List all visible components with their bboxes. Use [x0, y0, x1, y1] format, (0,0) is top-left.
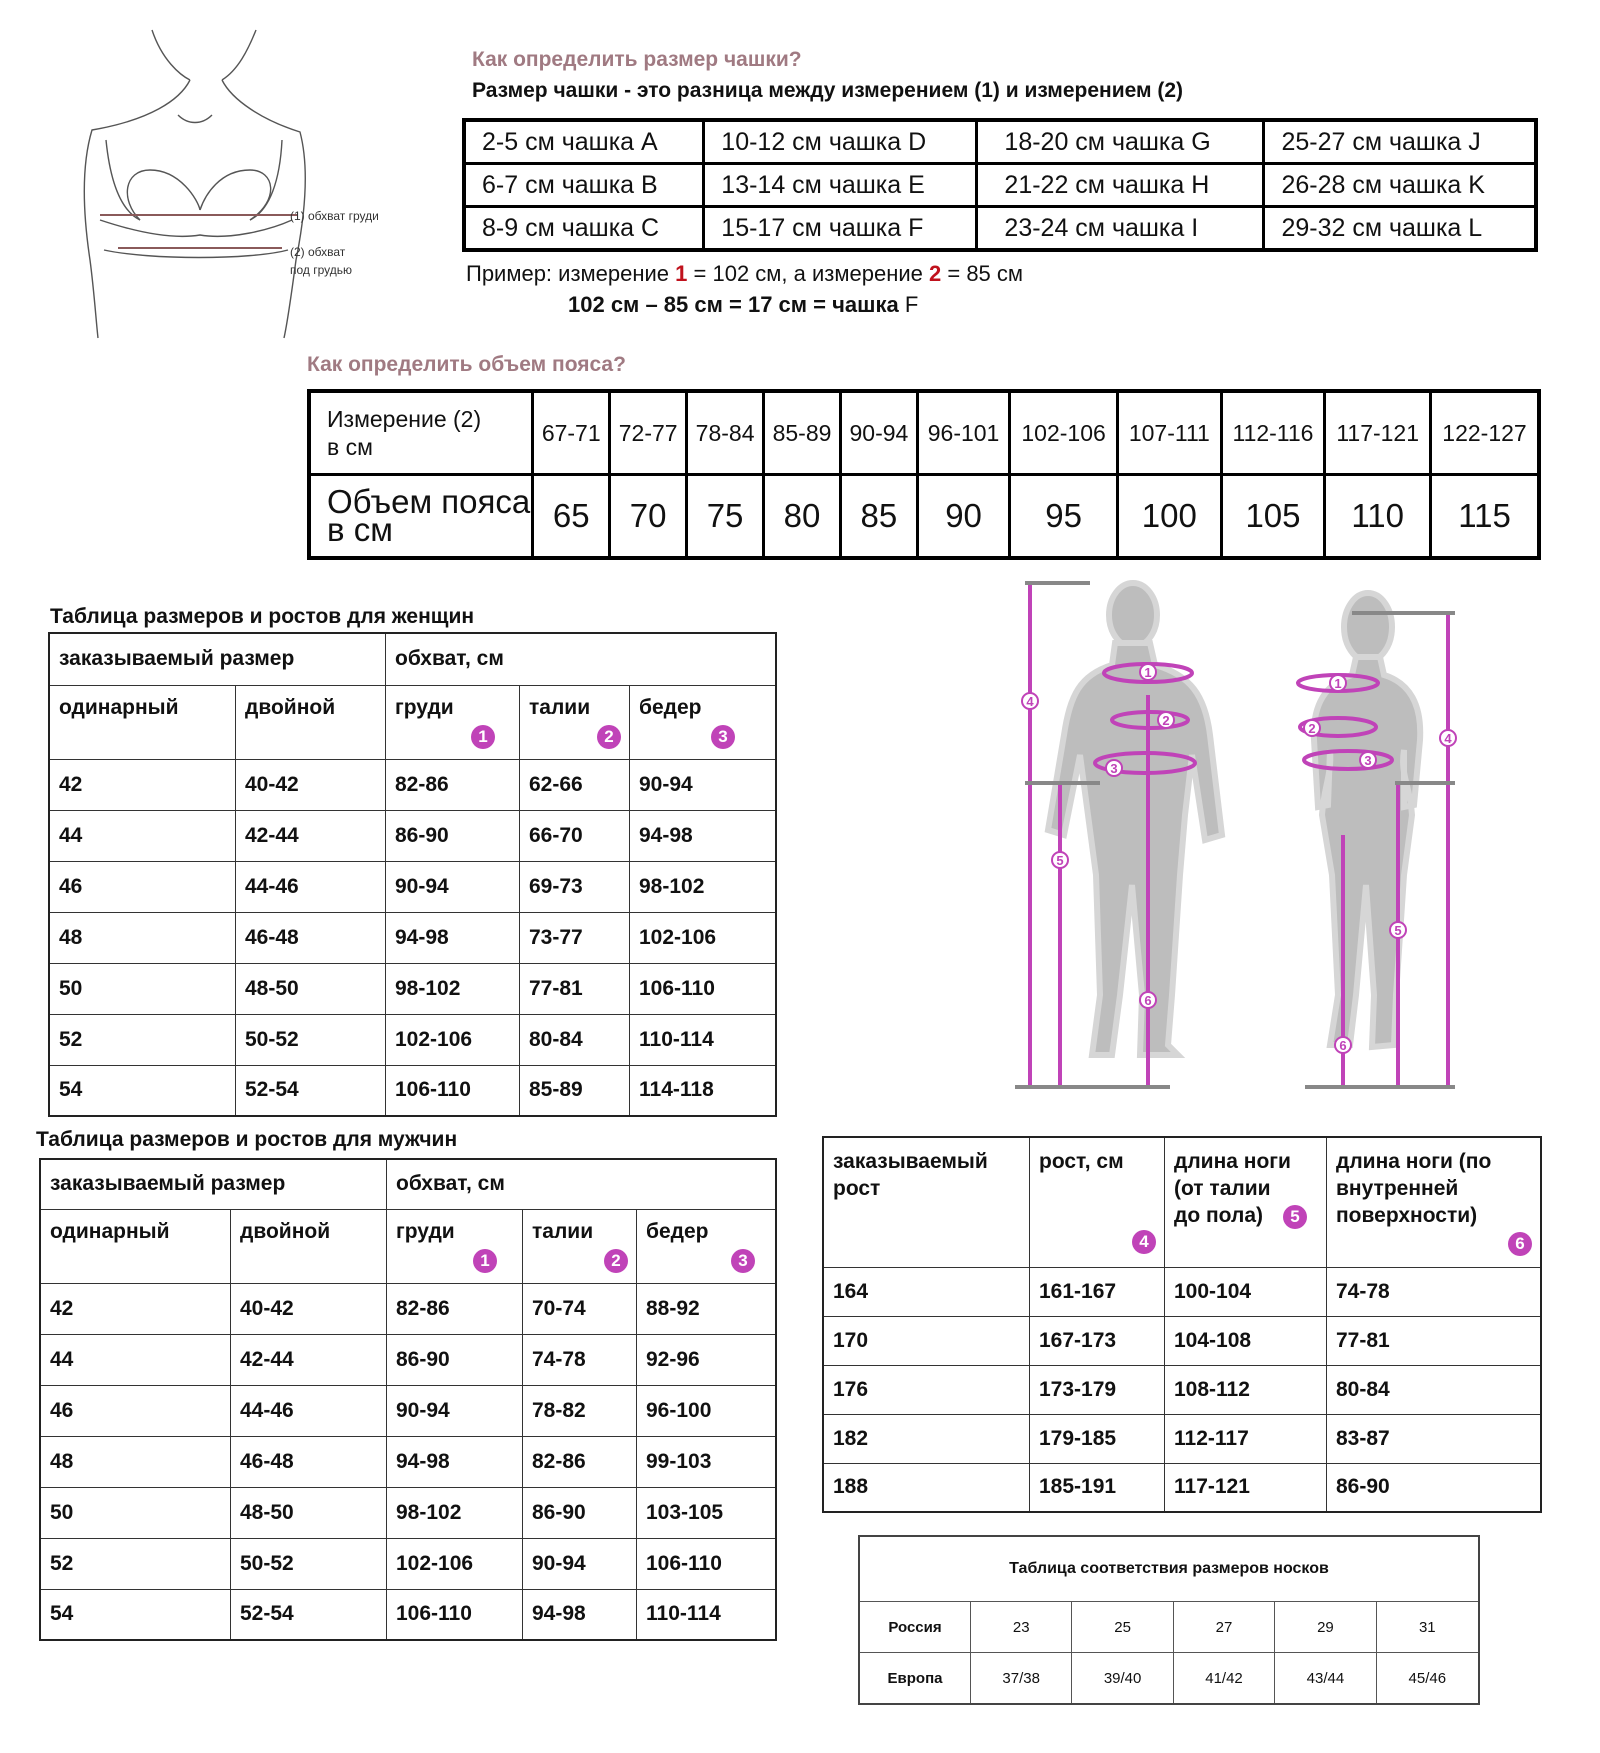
socks-russia-cell: 25	[1072, 1602, 1173, 1653]
svg-text:6: 6	[1144, 993, 1152, 1008]
figure-marker-3	[1106, 760, 1122, 776]
table-cell: 73-77	[520, 912, 630, 963]
cup-cell: 29-32 см чашка L	[1264, 207, 1536, 251]
cup-title: Как определить размер чашки?	[472, 48, 802, 71]
table-row	[40, 1334, 776, 1385]
example-number-1: 1	[675, 261, 688, 286]
socks-russia-label: Россия	[859, 1602, 971, 1653]
table-cell: 62-66	[520, 759, 630, 810]
marker-2-icon: 2	[597, 725, 621, 749]
band-size-cell: 75	[687, 475, 764, 559]
band-measurement-cell: 117-121	[1325, 391, 1431, 475]
bust-label-underbust-b: под грудью	[290, 263, 353, 277]
header-inner-a: длина ноги (по	[1336, 1150, 1492, 1173]
header-hips-label: бедер	[646, 1219, 709, 1243]
svg-text:3: 3	[1364, 753, 1372, 768]
table-cell: 82-86	[386, 759, 520, 810]
table-cell: 92-96	[637, 1334, 777, 1385]
marker-2-icon: 2	[604, 1249, 628, 1273]
table-cell: 88-92	[637, 1283, 777, 1334]
table-cell: 52	[49, 1014, 236, 1065]
header-girth: обхват, см	[387, 1159, 777, 1209]
men-table-body	[40, 1283, 776, 1640]
header-hips-label: бедер	[639, 695, 702, 719]
table-cell: 94-98	[523, 1589, 637, 1640]
table-row	[40, 1487, 776, 1538]
height-table	[822, 1136, 1542, 1513]
band-title: Как определить объем пояса?	[307, 353, 626, 376]
band-size-cell: 95	[1010, 475, 1118, 559]
header-double: двойной	[236, 685, 386, 759]
table-cell: 100-104	[1165, 1267, 1327, 1316]
marker-5-icon: 5	[1283, 1205, 1307, 1229]
table-cell: 46	[40, 1385, 231, 1436]
header-inner-leg	[1327, 1137, 1542, 1267]
table-cell: 77-81	[520, 963, 630, 1014]
cup-cell: 10-12 см чашка D	[704, 120, 977, 164]
table-cell: 182	[823, 1414, 1030, 1463]
header-chest-label: груди	[396, 1219, 455, 1243]
figure-marker-1	[1330, 675, 1346, 691]
socks-europe-cell: 39/40	[1072, 1653, 1173, 1705]
table-cell: 86-90	[523, 1487, 637, 1538]
socks-russia-cell: 31	[1376, 1602, 1479, 1653]
band-measurement-row	[309, 391, 1539, 475]
table-cell: 94-98	[630, 810, 777, 861]
example-mid: = 102 см, а измерение	[687, 261, 929, 286]
header-order-size: заказываемый размер	[40, 1159, 387, 1209]
table-row	[40, 1385, 776, 1436]
band-row-label	[309, 475, 533, 559]
table-row	[823, 1316, 1541, 1365]
figure-marker-2	[1304, 720, 1320, 736]
socks-russia-cell: 29	[1275, 1602, 1376, 1653]
header-leg-b: (от талии	[1174, 1177, 1271, 1200]
table-header-row	[49, 633, 776, 685]
table-cell: 44-46	[231, 1385, 387, 1436]
cup-cell: 8-9 см чашка C	[464, 207, 704, 251]
header-chest	[387, 1209, 523, 1283]
socks-russia-cell: 27	[1173, 1602, 1274, 1653]
height-table-body	[823, 1267, 1541, 1512]
table-cell: 161-167	[1030, 1267, 1165, 1316]
header-hips	[630, 685, 777, 759]
bust-label-chest: (1) обхват груди	[290, 209, 379, 223]
svg-text:2: 2	[1308, 721, 1316, 736]
men-size-table	[39, 1158, 777, 1641]
cup-row	[464, 207, 1536, 251]
table-cell: 94-98	[386, 912, 520, 963]
example-line-2	[466, 289, 1023, 320]
header-single: одинарный	[40, 1209, 231, 1283]
table-cell: 99-103	[637, 1436, 777, 1487]
band-measurement-cell: 78-84	[687, 391, 764, 475]
socks-europe-cell: 43/44	[1275, 1653, 1376, 1705]
marker-1-icon: 1	[471, 725, 495, 749]
socks-europe-cell: 41/42	[1173, 1653, 1274, 1705]
band-row2-label-a: Объем пояса	[327, 483, 531, 520]
example-line-1	[466, 258, 1023, 289]
band-measurement-cell: 85-89	[764, 391, 841, 475]
table-cell: 48	[40, 1436, 231, 1487]
bust-label-underbust-a: (2) обхват	[290, 245, 346, 259]
table-cell: 50	[40, 1487, 231, 1538]
table-header-row	[823, 1137, 1541, 1267]
badge-wrap	[646, 1248, 775, 1273]
table-row	[49, 1065, 776, 1116]
table-row	[49, 759, 776, 810]
svg-text:1: 1	[1144, 665, 1152, 680]
table-cell: 106-110	[387, 1589, 523, 1640]
figure-marker-6	[1140, 992, 1156, 1008]
header-waist	[520, 685, 630, 759]
band-row1-label-b: в см	[327, 434, 373, 460]
table-row	[49, 912, 776, 963]
band-measurement-cell: 90-94	[840, 391, 917, 475]
badge-wrap	[396, 1248, 522, 1273]
band-size-cell: 80	[764, 475, 841, 559]
table-row	[823, 1365, 1541, 1414]
band-size-cell: 115	[1431, 475, 1539, 559]
badge-wrap	[395, 724, 519, 749]
table-cell: 90-94	[387, 1385, 523, 1436]
table-cell: 48	[49, 912, 236, 963]
header-waist-label: талии	[532, 1219, 594, 1243]
table-row	[49, 810, 776, 861]
badge-wrap	[532, 1248, 636, 1273]
header-double: двойной	[231, 1209, 387, 1283]
band-size-cell: 65	[533, 475, 610, 559]
band-measurement-cell: 112-116	[1221, 391, 1325, 475]
badge-wrap	[639, 724, 775, 749]
band-size-cell: 110	[1325, 475, 1431, 559]
table-cell: 102-106	[630, 912, 777, 963]
table-cell: 167-173	[1030, 1316, 1165, 1365]
header-order-height-a: заказываемый	[833, 1150, 988, 1173]
table-cell: 83-87	[1327, 1414, 1542, 1463]
table-cell: 98-102	[630, 861, 777, 912]
example-number-2: 2	[929, 261, 942, 286]
marker-1-icon: 1	[473, 1249, 497, 1273]
table-cell: 176	[823, 1365, 1030, 1414]
header-waist	[523, 1209, 637, 1283]
marker-3-icon: 3	[711, 725, 735, 749]
table-cell: 106-110	[630, 963, 777, 1014]
header-order-height	[823, 1137, 1030, 1267]
table-row	[40, 1436, 776, 1487]
table-cell: 86-90	[386, 810, 520, 861]
header-girth: обхват, см	[386, 633, 777, 685]
table-cell: 54	[49, 1065, 236, 1116]
socks-table-title: Таблица соответствия размеров носков	[859, 1536, 1479, 1602]
table-cell: 69-73	[520, 861, 630, 912]
cup-cell: 21-22 см чашка H	[977, 164, 1264, 207]
example-calc: 102 см – 85 см = 17 см = чашка	[568, 292, 905, 317]
table-cell: 44	[40, 1334, 231, 1385]
cup-cell: 15-17 см чашка F	[704, 207, 977, 251]
example-calc-letter: F	[904, 292, 919, 317]
table-cell: 78-82	[523, 1385, 637, 1436]
svg-text:1: 1	[1334, 676, 1342, 691]
table-row	[40, 1538, 776, 1589]
table-row	[49, 963, 776, 1014]
table-cell: 104-108	[1165, 1316, 1327, 1365]
table-cell: 52	[40, 1538, 231, 1589]
table-cell: 86-90	[387, 1334, 523, 1385]
socks-russia-cell: 23	[971, 1602, 1072, 1653]
cup-subtitle: Размер чашки - это разница между измерением (1) и измерением (2)	[472, 79, 1184, 102]
table-subheader-row	[49, 685, 776, 759]
socks-russia-row	[859, 1602, 1479, 1653]
band-size-cell: 105	[1221, 475, 1325, 559]
table-cell: 48-50	[231, 1487, 387, 1538]
header-hips	[637, 1209, 777, 1283]
table-row	[49, 861, 776, 912]
socks-europe-cell: 45/46	[1376, 1653, 1479, 1705]
table-cell: 46	[49, 861, 236, 912]
table-cell: 112-117	[1165, 1414, 1327, 1463]
table-subheader-row	[40, 1209, 776, 1283]
header-leg-c: до пола)	[1174, 1204, 1263, 1227]
table-cell: 74-78	[1327, 1267, 1542, 1316]
table-cell: 82-86	[387, 1283, 523, 1334]
band-measurement-cell: 67-71	[533, 391, 610, 475]
header-order-height-b: рост	[833, 1177, 881, 1200]
table-cell: 98-102	[386, 963, 520, 1014]
body-measurement-figures	[1000, 575, 1520, 1095]
figure-marker-6	[1335, 1037, 1351, 1053]
table-cell: 188	[823, 1463, 1030, 1512]
table-cell: 103-105	[637, 1487, 777, 1538]
header-chest-label: груди	[395, 695, 454, 719]
table-cell: 102-106	[387, 1538, 523, 1589]
marker-4-icon: 4	[1132, 1230, 1156, 1254]
cup-cell: 18-20 см чашка G	[977, 120, 1264, 164]
table-cell: 90-94	[630, 759, 777, 810]
marker-6-icon: 6	[1508, 1232, 1532, 1256]
band-row-label	[309, 391, 533, 475]
table-cell: 40-42	[231, 1283, 387, 1334]
badge-wrap	[1039, 1227, 1164, 1254]
band-size-cell: 100	[1118, 475, 1222, 559]
band-row2-label-b: в см	[327, 511, 393, 548]
women-table-body	[49, 759, 776, 1116]
table-header-row	[40, 1159, 776, 1209]
table-cell: 42	[40, 1283, 231, 1334]
table-cell: 173-179	[1030, 1365, 1165, 1414]
table-cell: 66-70	[520, 810, 630, 861]
table-cell: 86-90	[1327, 1463, 1542, 1512]
table-cell: 90-94	[386, 861, 520, 912]
table-cell: 106-110	[637, 1538, 777, 1589]
svg-text:5: 5	[1056, 853, 1064, 868]
svg-text:5: 5	[1394, 923, 1402, 938]
header-height	[1030, 1137, 1165, 1267]
figure-marker-1	[1140, 664, 1156, 680]
svg-text:2: 2	[1162, 713, 1170, 728]
band-size-cell: 90	[917, 475, 1009, 559]
cup-table	[462, 118, 1538, 252]
men-table-title: Таблица размеров и ростов для мужчин	[36, 1128, 458, 1151]
table-cell: 94-98	[387, 1436, 523, 1487]
band-measurement-cell: 122-127	[1431, 391, 1539, 475]
cup-cell: 2-5 см чашка A	[464, 120, 704, 164]
women-table-title: Таблица размеров и ростов для женщин	[50, 605, 475, 628]
figure-marker-4	[1022, 693, 1038, 709]
figure-marker-3	[1360, 752, 1376, 768]
cup-cell: 23-24 см чашка I	[977, 207, 1264, 251]
socks-table	[858, 1535, 1480, 1705]
header-chest	[386, 685, 520, 759]
band-size-cell: 85	[840, 475, 917, 559]
table-cell: 82-86	[523, 1436, 637, 1487]
socks-europe-row	[859, 1653, 1479, 1705]
band-size-row	[309, 475, 1539, 559]
bust-illustration	[70, 20, 410, 340]
table-cell: 85-89	[520, 1065, 630, 1116]
svg-text:4: 4	[1026, 694, 1034, 709]
table-cell: 44-46	[236, 861, 386, 912]
table-cell: 44	[49, 810, 236, 861]
cup-example	[466, 258, 1023, 320]
table-cell: 42-44	[236, 810, 386, 861]
table-cell: 185-191	[1030, 1463, 1165, 1512]
header-inner-c: поверхности)	[1336, 1204, 1478, 1227]
header-leg-a: длина ноги	[1174, 1150, 1291, 1173]
table-cell: 108-112	[1165, 1365, 1327, 1414]
table-cell: 98-102	[387, 1487, 523, 1538]
cup-cell: 6-7 см чашка B	[464, 164, 704, 207]
table-cell: 74-78	[523, 1334, 637, 1385]
table-row	[40, 1589, 776, 1640]
svg-text:6: 6	[1339, 1038, 1347, 1053]
table-cell: 164	[823, 1267, 1030, 1316]
table-cell: 50	[49, 963, 236, 1014]
example-suffix: = 85 см	[941, 261, 1024, 286]
table-row	[49, 1014, 776, 1065]
header-order-size: заказываемый размер	[49, 633, 386, 685]
band-table	[307, 389, 1541, 560]
band-measurement-cell: 72-77	[610, 391, 687, 475]
badge-wrap	[529, 724, 629, 749]
table-cell: 80-84	[520, 1014, 630, 1065]
cup-row	[464, 120, 1536, 164]
table-row	[823, 1267, 1541, 1316]
svg-text:4: 4	[1444, 731, 1452, 746]
badge-wrap	[1336, 1229, 1540, 1256]
table-cell: 50-52	[231, 1538, 387, 1589]
header-waist-label: талии	[529, 695, 591, 719]
figure-marker-2	[1158, 712, 1174, 728]
header-height-label: рост, см	[1039, 1150, 1124, 1173]
svg-text:3: 3	[1110, 761, 1118, 776]
band-row1-label-a: Измерение (2)	[327, 406, 482, 432]
band-measurement-cell: 102-106	[1010, 391, 1118, 475]
table-cell: 96-100	[637, 1385, 777, 1436]
table-cell: 52-54	[231, 1589, 387, 1640]
table-cell: 42	[49, 759, 236, 810]
example-prefix: Пример: измерение	[466, 261, 676, 286]
socks-title-row	[859, 1536, 1479, 1602]
table-cell: 170	[823, 1316, 1030, 1365]
table-cell: 80-84	[1327, 1365, 1542, 1414]
band-size-cell: 70	[610, 475, 687, 559]
band-measurement-cell: 96-101	[917, 391, 1009, 475]
table-row	[823, 1414, 1541, 1463]
table-cell: 50-52	[236, 1014, 386, 1065]
table-cell: 52-54	[236, 1065, 386, 1116]
table-cell: 110-114	[630, 1014, 777, 1065]
table-cell: 42-44	[231, 1334, 387, 1385]
figure-marker-5	[1390, 922, 1406, 938]
figure-marker-5	[1052, 852, 1068, 868]
women-size-table	[48, 632, 777, 1117]
table-cell: 46-48	[236, 912, 386, 963]
header-leg-length	[1165, 1137, 1327, 1267]
table-cell: 46-48	[231, 1436, 387, 1487]
table-cell: 48-50	[236, 963, 386, 1014]
figure-marker-4	[1440, 730, 1456, 746]
table-cell: 114-118	[630, 1065, 777, 1116]
table-row	[823, 1463, 1541, 1512]
table-cell: 54	[40, 1589, 231, 1640]
table-cell: 117-121	[1165, 1463, 1327, 1512]
cup-row	[464, 164, 1536, 207]
table-cell: 40-42	[236, 759, 386, 810]
header-inner-b: внутренней	[1336, 1177, 1459, 1200]
socks-europe-label: Европа	[859, 1653, 971, 1705]
table-cell: 90-94	[523, 1538, 637, 1589]
table-cell: 77-81	[1327, 1316, 1542, 1365]
table-cell: 106-110	[386, 1065, 520, 1116]
header-single: одинарный	[49, 685, 236, 759]
socks-europe-cell: 37/38	[971, 1653, 1072, 1705]
cup-cell: 26-28 см чашка K	[1264, 164, 1536, 207]
table-cell: 70-74	[523, 1283, 637, 1334]
band-measurement-cell: 107-111	[1118, 391, 1222, 475]
cup-cell: 25-27 см чашка J	[1264, 120, 1536, 164]
cup-cell: 13-14 см чашка E	[704, 164, 977, 207]
table-cell: 110-114	[637, 1589, 777, 1640]
marker-3-icon: 3	[731, 1249, 755, 1273]
table-cell: 102-106	[386, 1014, 520, 1065]
table-row	[40, 1283, 776, 1334]
table-cell: 179-185	[1030, 1414, 1165, 1463]
